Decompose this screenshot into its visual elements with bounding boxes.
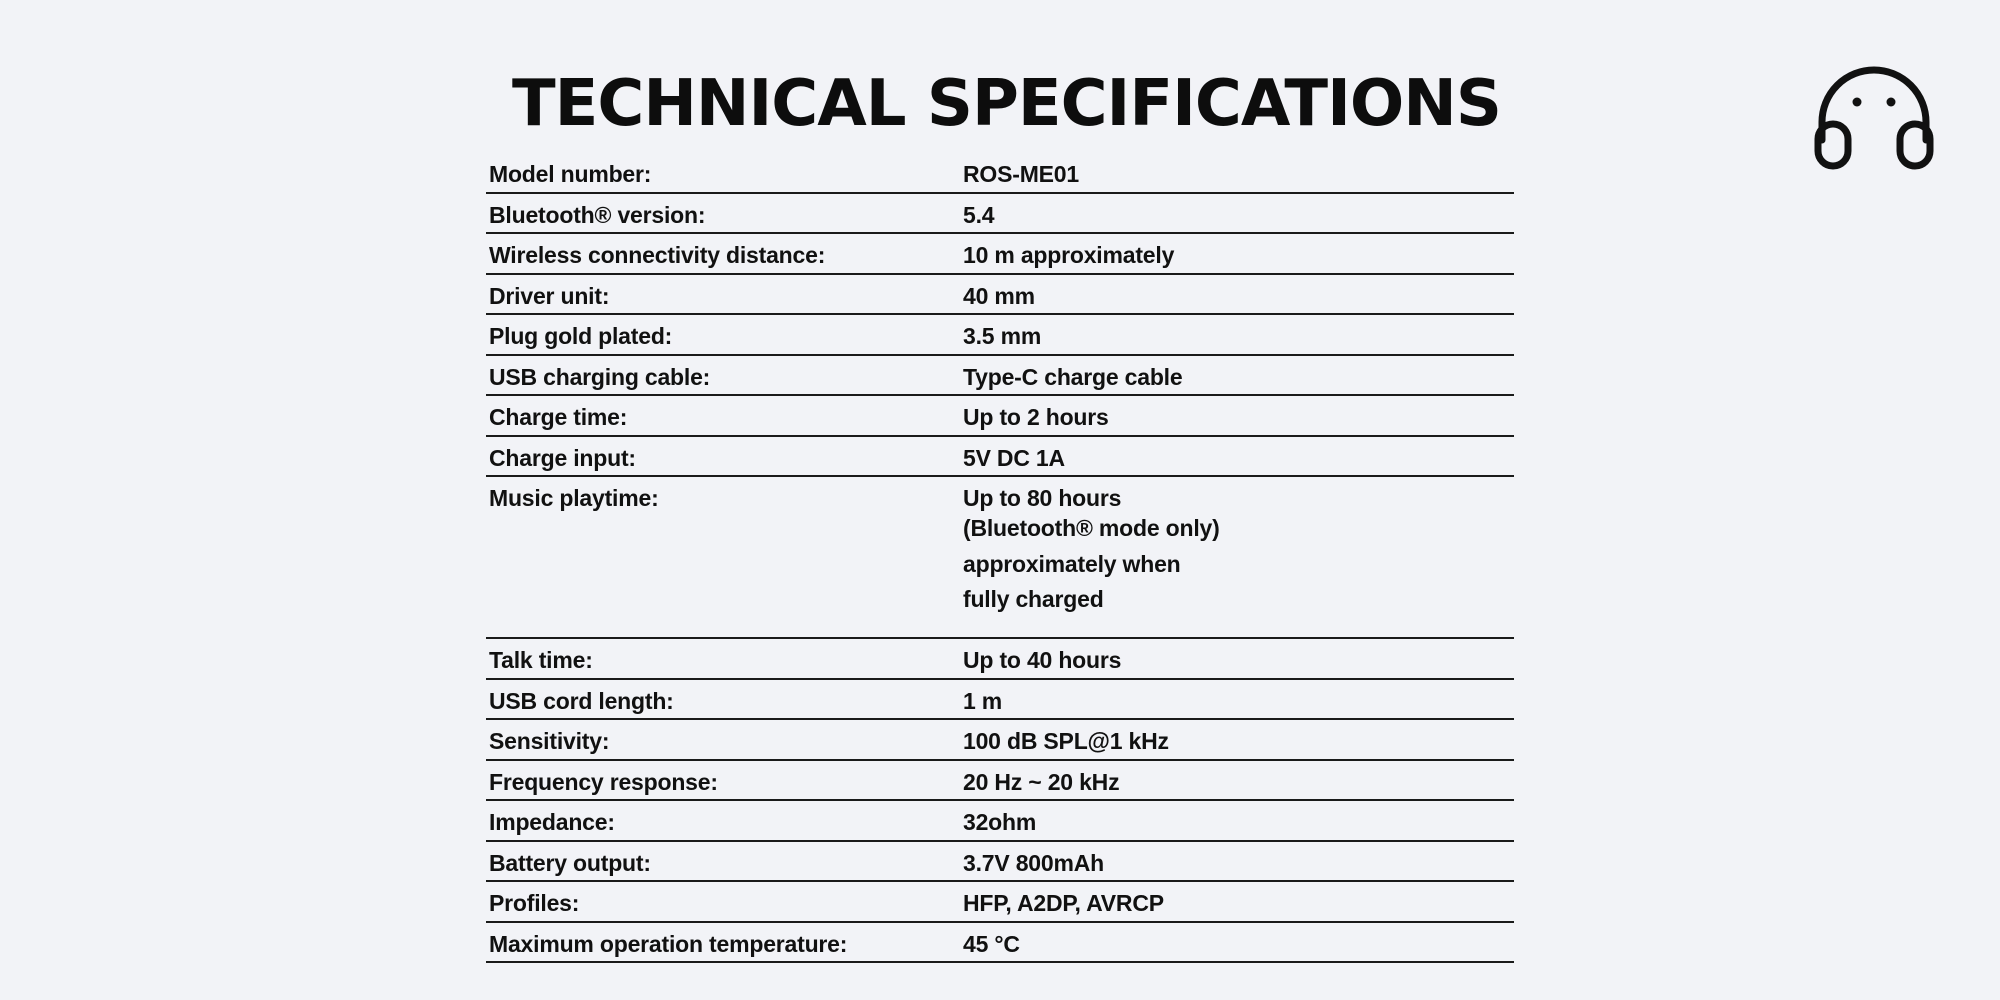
spec-value bbox=[963, 281, 1035, 311]
spec-value bbox=[963, 888, 1164, 918]
spec-value bbox=[963, 200, 994, 230]
spec-row bbox=[486, 639, 1514, 680]
spec-value bbox=[963, 362, 1182, 392]
spec-value-line: 3.5 mm bbox=[963, 323, 1042, 349]
spec-row bbox=[486, 396, 1514, 437]
spec-row bbox=[486, 882, 1514, 923]
spec-value bbox=[963, 240, 1174, 270]
spec-value-line: Type-C charge cable bbox=[963, 363, 1183, 390]
headphones-icon bbox=[1812, 60, 1936, 172]
spec-row bbox=[486, 923, 1514, 964]
spec-row bbox=[486, 761, 1514, 802]
spec-value bbox=[963, 402, 1109, 432]
spec-row bbox=[486, 680, 1514, 721]
spec-label: Charge input: bbox=[489, 444, 636, 471]
spec-value-line: Up to 2 hours bbox=[963, 404, 1109, 430]
spec-value-line: ROS-ME01 bbox=[963, 161, 1079, 187]
spec-row bbox=[486, 801, 1514, 842]
spec-value bbox=[963, 848, 1104, 878]
spec-value-line: 40 mm bbox=[963, 282, 1035, 309]
spec-label: Profiles: bbox=[489, 890, 580, 916]
spec-value-line: 5.4 bbox=[963, 201, 995, 228]
spec-value bbox=[963, 686, 1002, 716]
spec-row bbox=[486, 153, 1514, 194]
spec-value-line: fully charged bbox=[963, 586, 1104, 612]
spec-row bbox=[486, 437, 1514, 478]
spec-value bbox=[963, 767, 1119, 797]
spec-label: Plug gold plated: bbox=[489, 323, 673, 349]
spec-label: USB charging cable: bbox=[489, 363, 711, 390]
spec-label: Model number: bbox=[489, 161, 652, 187]
spec-value-line: 1 m bbox=[963, 687, 1003, 714]
spec-value-line: HFP, A2DP, AVRCP bbox=[963, 890, 1164, 916]
spec-value-line: 100 dB SPL@1 kHz bbox=[963, 728, 1169, 754]
spec-label: Driver unit: bbox=[489, 282, 610, 309]
spec-value-line: 45 °C bbox=[963, 930, 1020, 957]
spec-label: Wireless connectivity distance: bbox=[489, 242, 826, 268]
spec-label: Talk time: bbox=[489, 647, 593, 673]
page-title: TECHNICAL SPECIFICATIONS bbox=[512, 67, 1501, 141]
spec-row bbox=[486, 356, 1514, 397]
spec-label: Charge time: bbox=[489, 404, 628, 430]
spec-value bbox=[963, 726, 1169, 756]
spec-value-line: 5V DC 1A bbox=[963, 444, 1065, 471]
spec-label: Maximum operation temperature: bbox=[489, 930, 848, 957]
spec-label: Bluetooth® version: bbox=[489, 201, 706, 228]
spec-value-line: 32ohm bbox=[963, 809, 1037, 835]
spec-row bbox=[486, 315, 1514, 356]
spec-value bbox=[963, 159, 1079, 189]
spec-row bbox=[486, 234, 1514, 275]
spec-label: Impedance: bbox=[489, 809, 615, 835]
spec-value bbox=[963, 807, 1036, 837]
spec-label: Battery output: bbox=[489, 849, 651, 876]
spec-value-line: 20 Hz ~ 20 kHz bbox=[963, 768, 1120, 795]
spec-value-line: 10 m approximately bbox=[963, 242, 1175, 268]
spec-row bbox=[486, 842, 1514, 883]
spec-label: Music playtime: bbox=[489, 485, 659, 511]
spec-value bbox=[963, 321, 1041, 351]
spec-row bbox=[486, 194, 1514, 235]
spec-value-line: (Bluetooth® mode only) bbox=[963, 515, 1220, 541]
spec-table bbox=[486, 153, 1514, 963]
spec-row bbox=[486, 477, 1514, 639]
spec-value bbox=[963, 645, 1121, 675]
spec-value bbox=[963, 483, 1220, 620]
spec-value bbox=[963, 443, 1065, 473]
spec-value bbox=[963, 929, 1020, 959]
spec-row bbox=[486, 720, 1514, 761]
spec-value-line: Up to 40 hours bbox=[963, 647, 1122, 673]
spec-value-line: 3.7V 800mAh bbox=[963, 849, 1104, 876]
spec-row bbox=[486, 275, 1514, 316]
spec-label: USB cord length: bbox=[489, 687, 674, 714]
spec-label: Sensitivity: bbox=[489, 728, 610, 754]
spec-value-line: approximately when bbox=[963, 550, 1181, 577]
spec-label: Frequency response: bbox=[489, 768, 718, 795]
spec-value-line: Up to 80 hours bbox=[963, 485, 1122, 511]
